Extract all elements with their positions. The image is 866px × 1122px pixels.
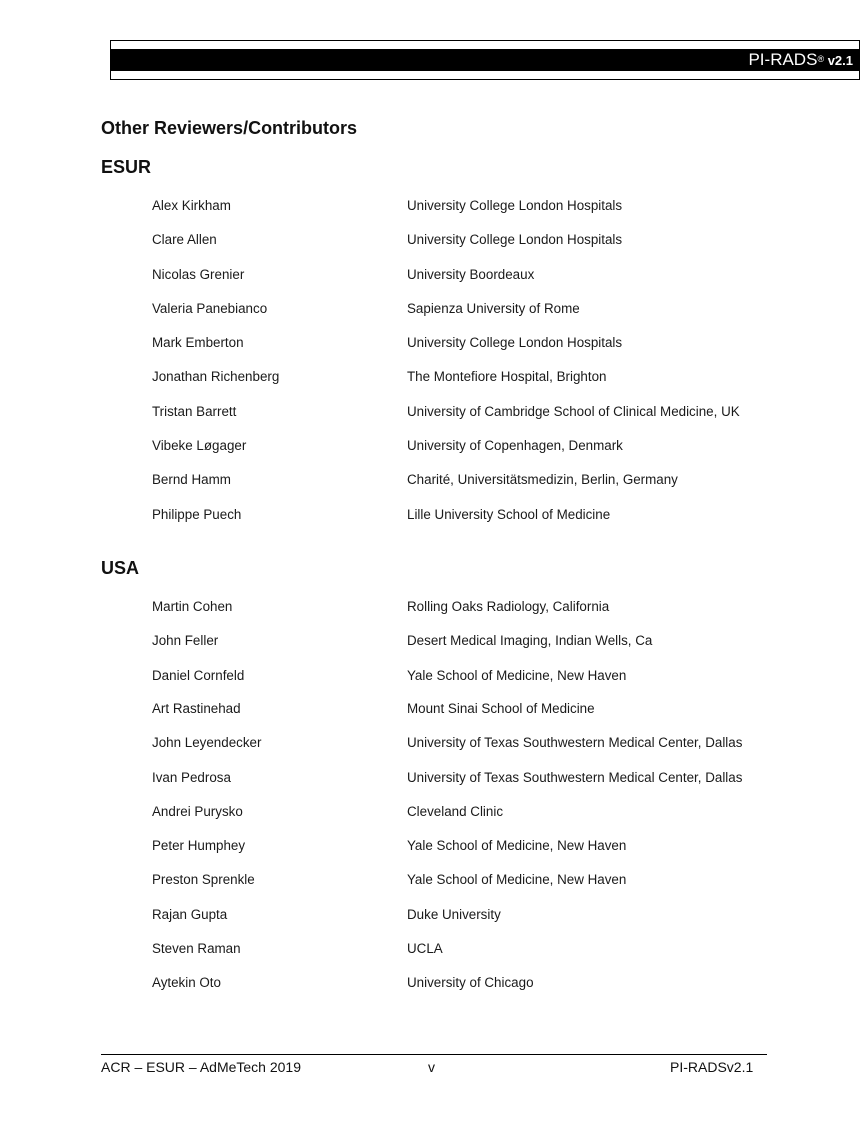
reviewer-institution: Yale School of Medicine, New Haven (407, 838, 627, 853)
reviewer-institution: Rolling Oaks Radiology, California (407, 599, 610, 614)
reviewer-institution: Sapienza University of Rome (407, 301, 580, 316)
header-bar (111, 49, 859, 71)
reviewer-name: John Leyendecker (152, 735, 262, 750)
reviewer-institution: Yale School of Medicine, New Haven (407, 668, 627, 683)
reviewer-name: Daniel Cornfeld (152, 668, 245, 683)
esur-row (0, 265, 866, 285)
usa-row (0, 836, 866, 856)
usa-row (0, 597, 866, 617)
esur-row (0, 196, 866, 216)
footer-divider (101, 1054, 767, 1055)
usa-row (0, 631, 866, 651)
reviewer-institution: The Montefiore Hospital, Brighton (407, 369, 607, 384)
reviewer-institution: Cleveland Clinic (407, 804, 504, 819)
reviewer-institution: University College London Hospitals (407, 198, 623, 213)
reviewer-institution: Mount Sinai School of Medicine (407, 701, 595, 716)
reviewer-institution: University of Chicago (407, 975, 534, 990)
usa-row (0, 905, 866, 925)
esur-row (0, 230, 866, 250)
usa-row (0, 666, 866, 686)
esur-row (0, 299, 866, 319)
usa-row (0, 870, 866, 890)
header-box (110, 40, 860, 80)
reviewer-institution: University of Cambridge School of Clinical Medicine, UK (407, 404, 740, 419)
reviewer-name: Peter Humphey (152, 838, 246, 853)
reviewer-institution: University College London Hospitals (407, 335, 623, 350)
reviewer-institution: University of Copenhagen, Denmark (407, 438, 623, 453)
esur-row (0, 436, 866, 456)
reviewer-name: Martin Cohen (152, 599, 233, 614)
usa-row (0, 802, 866, 822)
reviewer-name: Art Rastinehad (152, 701, 241, 716)
reviewer-name: Jonathan Richenberg (152, 369, 280, 384)
page-number: v (428, 1059, 435, 1075)
reviewer-name: Bernd Hamm (152, 472, 231, 487)
reviewer-institution: University College London Hospitals (407, 232, 623, 247)
reviewer-institution: University of Texas Southwestern Medical Center, Dallas (407, 770, 743, 785)
reviewer-name: Clare Allen (152, 232, 217, 247)
usa-row (0, 939, 866, 959)
esur-heading: ESUR (101, 157, 152, 177)
reviewer-name: Preston Sprenkle (152, 872, 255, 887)
reviewer-name: Philippe Puech (152, 507, 242, 522)
reviewer-institution: Desert Medical Imaging, Indian Wells, Ca (407, 633, 653, 648)
esur-row (0, 470, 866, 490)
reviewer-institution: Duke University (407, 907, 501, 922)
reviewer-name: Ivan Pedrosa (152, 770, 231, 785)
reviewer-name: Rajan Gupta (152, 907, 228, 922)
reviewer-institution: Lille University School of Medicine (407, 507, 611, 522)
usa-row (0, 768, 866, 788)
reviewer-name: Vibeke Løgager (152, 438, 247, 453)
reviewer-institution: Charité, Universitätsmedizin, Berlin, Germany (407, 472, 678, 487)
reviewer-institution: University of Texas Southwestern Medical Center, Dallas (407, 735, 743, 750)
document-title (748, 49, 853, 71)
esur-row (0, 402, 866, 422)
usa-heading: USA (101, 558, 140, 578)
reviewer-name: Steven Raman (152, 941, 241, 956)
document-title-text: PI-RADS (748, 50, 818, 69)
usa-row (0, 973, 866, 993)
reviewer-name: Alex Kirkham (152, 198, 231, 213)
esur-row (0, 505, 866, 525)
esur-row (0, 333, 866, 353)
reviewer-name: Tristan Barrett (152, 404, 237, 419)
page-title: Other Reviewers/Contributors (101, 118, 358, 138)
reviewer-name: Valeria Panebianco (152, 301, 268, 316)
reviewer-name: Andrei Purysko (152, 804, 243, 819)
document-version: v2.1 (824, 53, 853, 68)
reviewer-name: Aytekin Oto (152, 975, 221, 990)
registered-mark: ® (817, 54, 825, 64)
usa-row (0, 733, 866, 753)
reviewer-name: Nicolas Grenier (152, 267, 245, 282)
reviewer-name: Mark Emberton (152, 335, 244, 350)
footer-left-text: ACR – ESUR – AdMeTech 2019 (101, 1059, 301, 1075)
footer-right-text: PI-RADSv2.1 (670, 1059, 754, 1075)
usa-row (0, 699, 866, 719)
reviewer-name: John Feller (152, 633, 219, 648)
reviewer-institution: Yale School of Medicine, New Haven (407, 872, 627, 887)
esur-row (0, 367, 866, 387)
reviewer-institution: UCLA (407, 941, 443, 956)
reviewer-institution: University Boordeaux (407, 267, 535, 282)
